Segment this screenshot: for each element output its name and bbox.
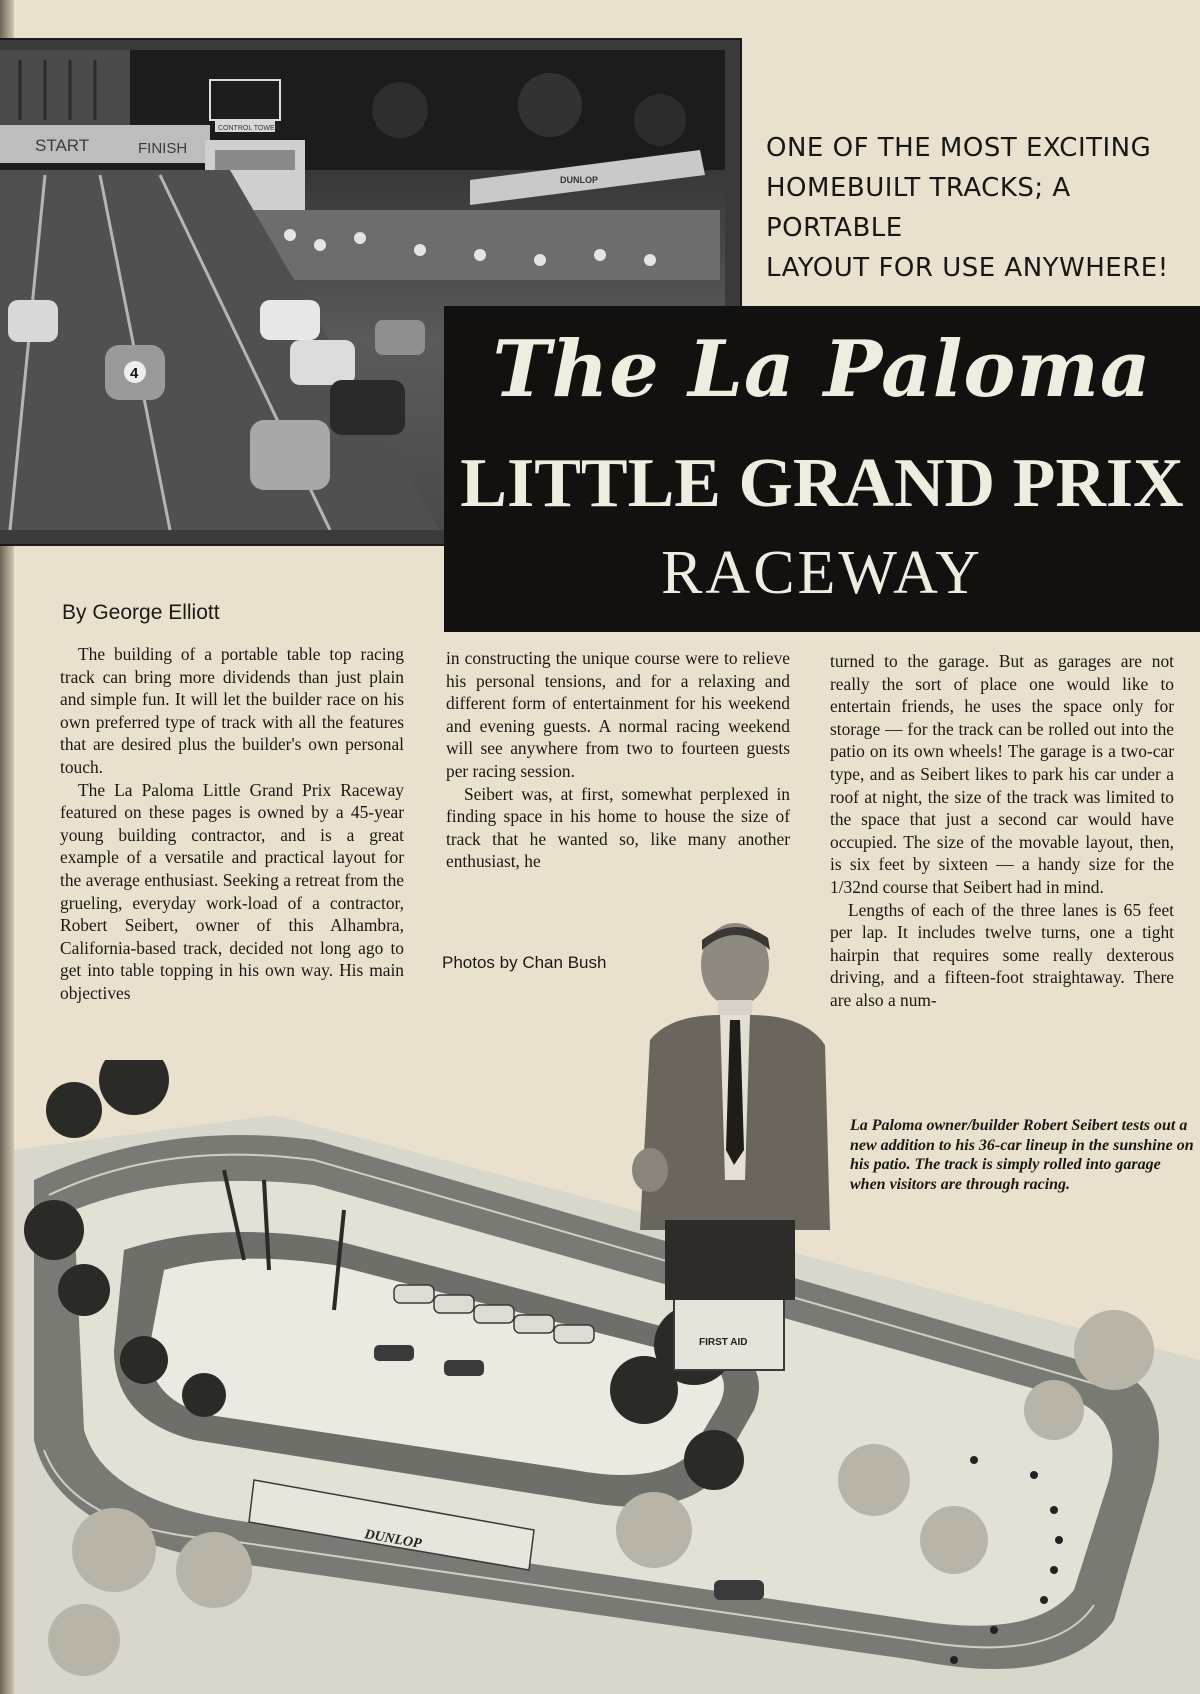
- title-sub: RACEWAY: [661, 539, 983, 607]
- paragraph: in constructing the unique course were to relieve his personal tensions, and for a relaxing and different form of entertainment for his weekend and evening guests. A normal racing weekend will see anywhere from two to fourteen guests per racing session.: [446, 648, 790, 781]
- paragraph: The building of a portable table top racing track can bring more dividends than just plain and simple fun. It will let the builder race on his own preferred type of track with all the features that are desired plus the builder's own personal touch.: [60, 644, 404, 777]
- paragraph: turned to the garage. But as garages are not really the sort of place one would like to entertain friends, he uses the space only for storage — for the track can be rolled out into the patio on its own wheels! The garage is a two-car type, and as Seibert likes to park his car under a roof at night, the size of the track was limited to the space that just a second car would have occupied. The size of the movable layout, then, is six feet by sixteen — a handy size for the 1/32nd course that Seibert had in mind.: [830, 651, 1174, 897]
- deck-line: LAYOUT FOR USE ANYWHERE!: [766, 253, 1169, 283]
- body-column-3: [830, 650, 1174, 1012]
- paragraph: Lengths of each of the three lanes is 65 feet per lap. It includes twelve turns, one a tight hairpin that requires some really dexterous driving, and a fifteen-foot straightaway. There are also a num-: [830, 899, 1174, 1010]
- deck-line: ONE OF THE MOST EXCITING: [766, 133, 1152, 163]
- control-tower-sign: CONTROL TOWER: [218, 125, 280, 132]
- byline: By George Elliott: [62, 601, 220, 624]
- deck-line: HOMEBUILT TRACKS; A PORTABLE: [766, 173, 1071, 243]
- body-column-1: [60, 643, 404, 1005]
- paragraph: The La Paloma Little Grand Prix Raceway featured on these pages is owned by a 45-year young building contractor, and is a great example of a versatile and practical layout for the average enthusiast. Seeking a retreat from the grueling, everyday work-load of a contractor, Robert Seibert, owner of this Alhambra, California-based track, decided not long ago to get into table topping in his own way. His main objectives: [60, 779, 404, 1003]
- article-deck: [766, 128, 1186, 288]
- photo-credit: Photos by Chan Bush: [442, 953, 607, 972]
- first-aid-sign: FIRST AID: [699, 1337, 748, 1348]
- dunlop-bridge-sign: DUNLOP: [560, 175, 598, 185]
- photo-caption: La Paloma owner/builder Robert Seibert tests out a new addition to his 36-car lineup in the sunshine on his patio. The track is simply rolled into garage when visitors are through racing.: [850, 1117, 1194, 1193]
- title-main: LITTLE GRAND PRIX: [460, 445, 1184, 522]
- paragraph: Seibert was, at first, somewhat perplexed in finding space in his home to house the size of track that he wanted so, like many another enthusiast, he: [446, 783, 790, 872]
- title-block: [444, 306, 1200, 632]
- start-sign: START: [35, 136, 90, 155]
- finish-sign: FINISH: [138, 140, 188, 157]
- dunlop-banner: DUNLOP: [363, 1527, 423, 1552]
- robert-seibert-photo: [630, 920, 845, 1300]
- car-number: 4: [130, 365, 139, 382]
- title-script: The La Paloma: [492, 324, 1152, 415]
- body-column-2: [446, 647, 790, 873]
